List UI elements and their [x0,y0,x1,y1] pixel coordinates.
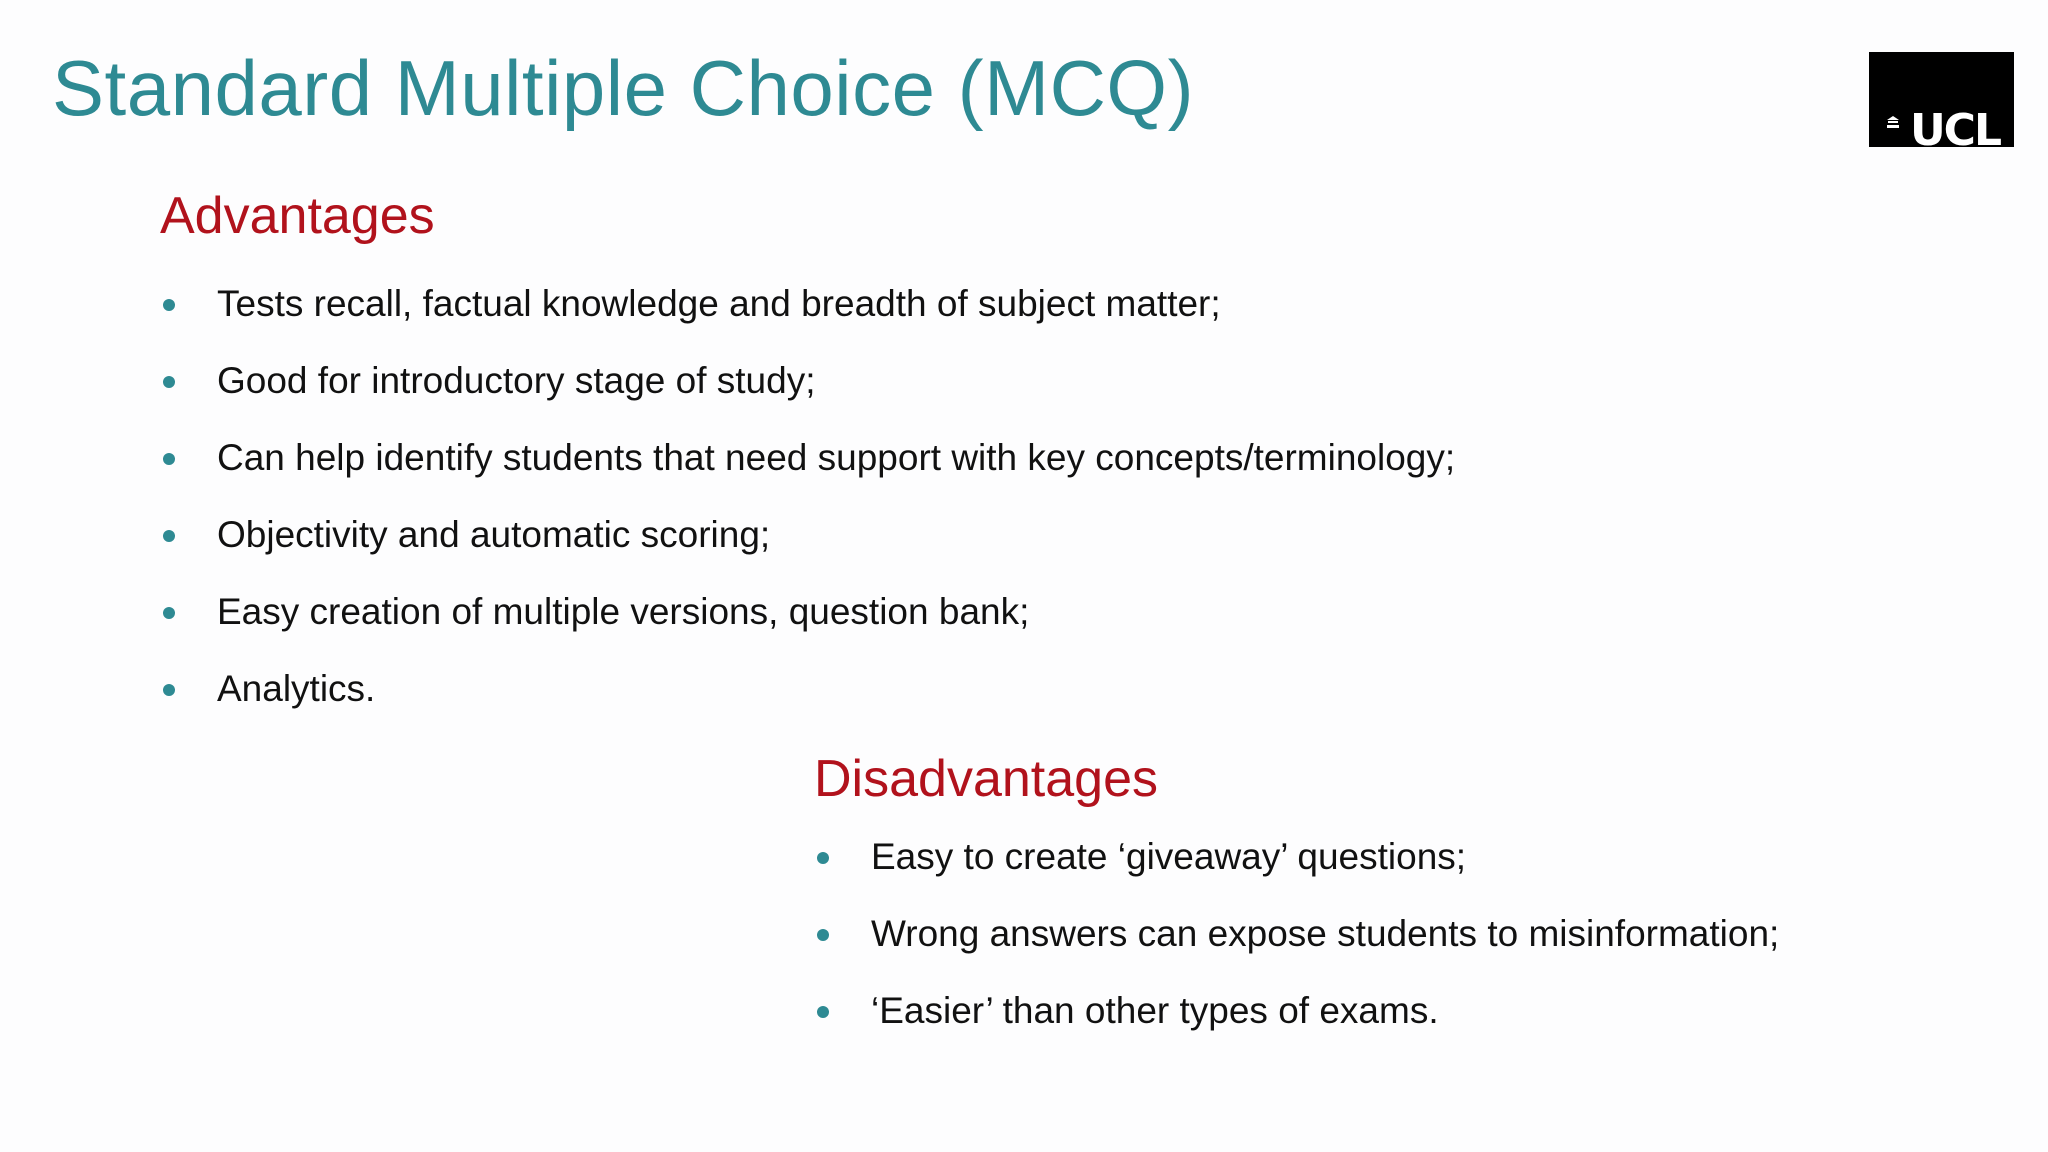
disadvantage-text: ‘Easier’ than other types of exams. [871,990,1439,1031]
advantages-heading: Advantages [160,187,435,245]
disadvantages-heading: Disadvantages [814,750,1158,808]
disadvantage-text: Wrong answers can expose students to misinformation; [871,913,1780,954]
bullet-icon [163,684,175,696]
advantage-text: Good for introductory stage of study; [217,360,816,401]
bullet-icon [817,929,829,941]
advantage-text: Easy creation of multiple versions, question bank; [217,591,1030,632]
slide-title: Standard Multiple Choice (MCQ) [52,44,1195,132]
bullet-icon [817,1006,829,1018]
bullet-icon [163,530,175,542]
advantage-text: Analytics. [217,668,376,709]
bullet-icon [817,852,829,864]
bullet-icon [163,607,175,619]
ucl-logo-text: UCL [1909,105,2000,156]
ucl-logo [1869,52,2014,156]
advantage-text: Objectivity and automatic scoring; [217,514,771,555]
bullet-icon [163,453,175,465]
disadvantage-text: Easy to create ‘giveaway’ questions; [871,836,1467,877]
advantage-text: Can help identify students that need support with key concepts/terminology; [217,437,1456,478]
advantage-text: Tests recall, factual knowledge and breadth of subject matter; [217,283,1221,324]
bullet-icon [163,299,175,311]
ucl-portico-icon [1887,116,1899,128]
bullet-icon [163,376,175,388]
